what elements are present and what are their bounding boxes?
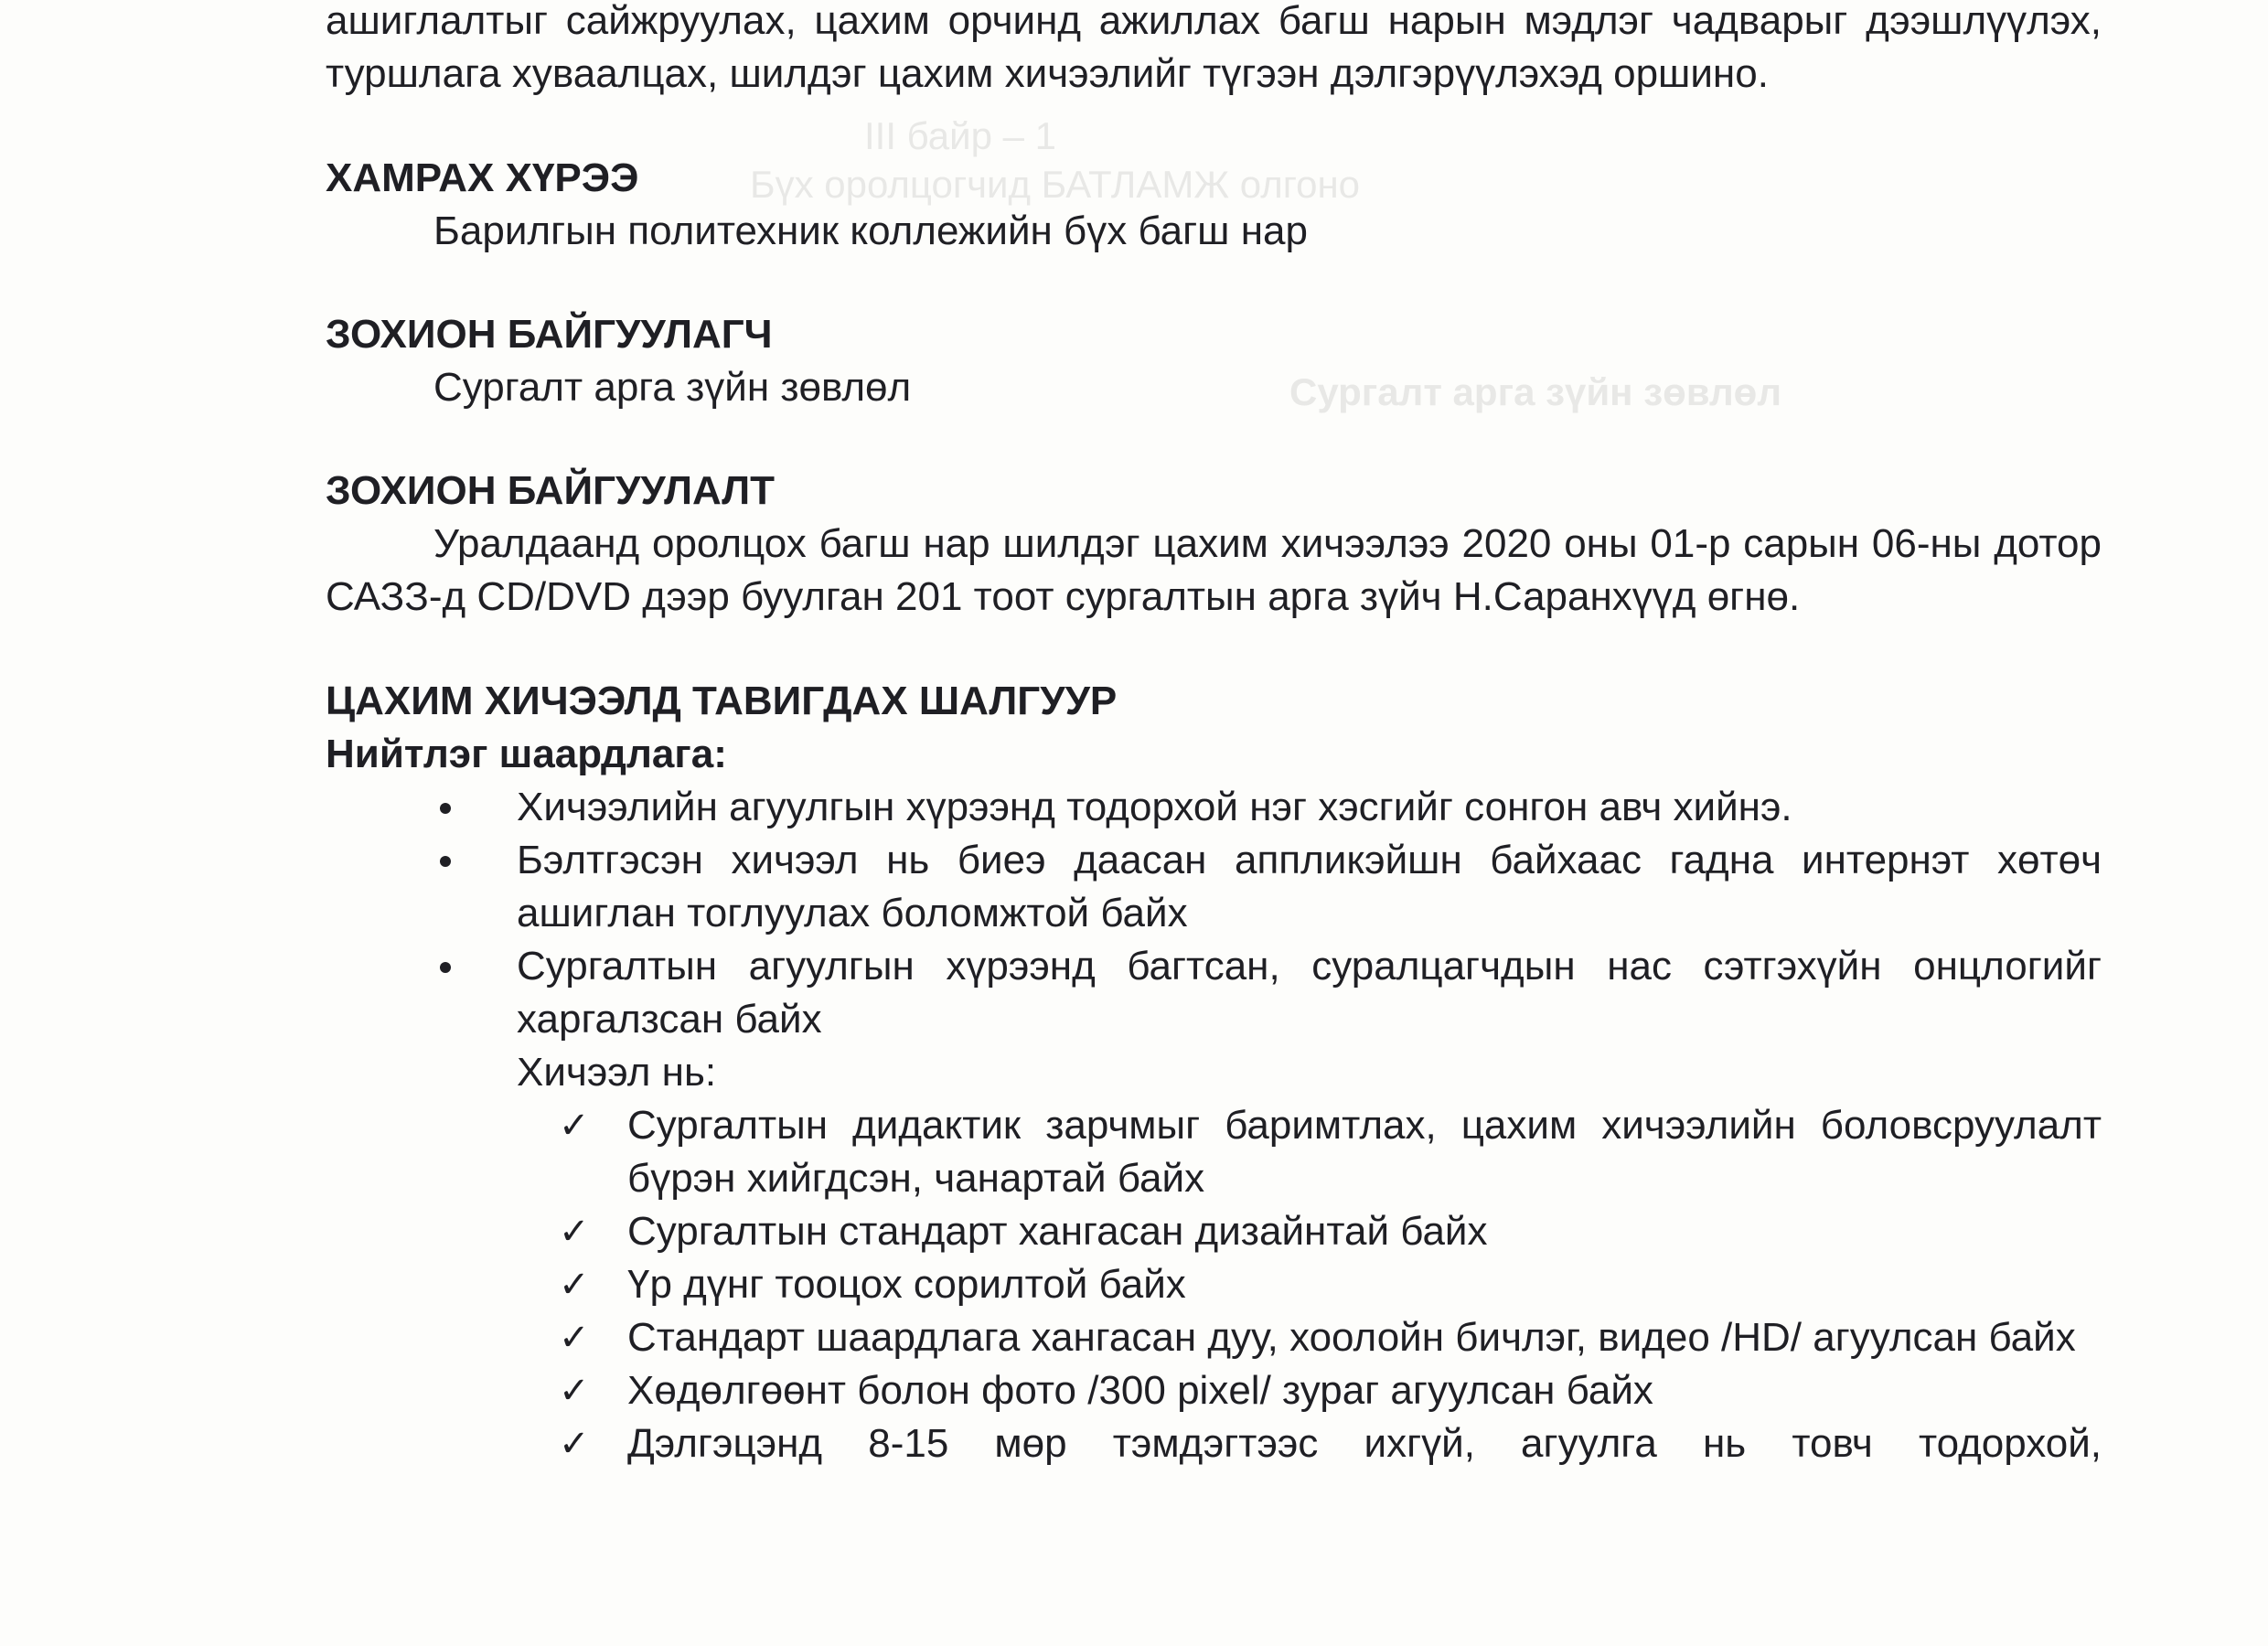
checkmark-icon: ✓ xyxy=(559,1105,590,1147)
checklist-item: ✓ Дэлгэцэнд 8-15 мөр тэмдэгтээс ихгүй, агуулга нь товч тодорхой, xyxy=(326,1417,2102,1470)
list-item: Хичээлийн агуулгын хүрээнд тодорхой нэг хэсгийг сонгон авч хийнэ. xyxy=(326,781,2102,834)
checkmark-icon: ✓ xyxy=(559,1317,590,1359)
criteria-heading: ЦАХИМ ХИЧЭЭЛД ТАВИГДАХ ШАЛГУУР xyxy=(326,679,1118,723)
lesson-intro: Хичээл нь: xyxy=(517,1050,717,1095)
organizer-heading: ЗОХИОН БАЙГУУЛАГЧ xyxy=(326,312,773,357)
checkmark-icon: ✓ xyxy=(559,1264,590,1306)
requirements-list xyxy=(326,781,2102,1046)
checkmark-icon: ✓ xyxy=(559,1211,590,1253)
lesson-checklist xyxy=(326,1099,2102,1470)
checkmark-icon: ✓ xyxy=(559,1370,590,1412)
organizer-text: Сургалт арга зүйн зөвлөл xyxy=(433,365,912,410)
checklist-item: ✓ Хөдөлгөөнт болон фото /300 pixel/ зураг агуулсан байх xyxy=(326,1364,2102,1417)
document-body xyxy=(326,0,2102,1470)
general-requirements-subheading: Нийтлэг шаардлага: xyxy=(326,732,727,776)
checklist-item: ✓ Сургалтын стандарт хангасан дизайнтай байх xyxy=(326,1205,2102,1258)
checklist-item: ✓ Үр дүнг тооцох сорилтой байх xyxy=(326,1258,2102,1311)
checklist-item: ✓ Стандарт шаардлага хангасан дуу, хоолойн бичлэг, видео /HD/ агуулсан байх xyxy=(326,1311,2102,1364)
checklist-item: ✓ Сургалтын дидактик зарчмыг баримтлах, цахим хичээлийн боловсруулалт бүрэн хийгдсэн, чанартай байх xyxy=(326,1099,2102,1205)
organization-heading: ЗОХИОН БАЙГУУЛАЛТ xyxy=(326,468,776,513)
scope-text: Барилгын политехник коллежийн бүх багш нар xyxy=(433,208,1308,253)
intro-paragraph: ашиглалтыг сайжруулах, цахим орчинд ажиллах багш нарын мэдлэг чадварыг дээшлүүлэх, туршлага хуваалцах, шилдэг цахим хичээлийг түгээн дэлгэрүүлэхэд оршино. xyxy=(326,0,2102,96)
organization-text: Уралдаанд оролцох багш нар шилдэг цахим хичээлээ 2020 оны 01-р сарын 06-ны дотор САЗЗ-д CD/DVD дээр буулган 201 тоот сургалтын арга зүйч Н.Саранхүүд өгнө. xyxy=(326,521,2102,619)
checkmark-icon: ✓ xyxy=(559,1423,590,1465)
list-item: Сургалтын агуулгын хүрээнд багтсан, суралцагчдын нас сэтгэхүйн онцлогийг харгалзсан байх xyxy=(326,940,2102,1046)
scope-heading: ХАМРАХ ХҮРЭЭ xyxy=(326,155,639,200)
list-item: Бэлтгэсэн хичээл нь биеэ даасан аппликэйшн байхаас гадна интернэт хөтөч ашиглан тоглуулах боломжтой байх xyxy=(326,834,2102,940)
bullet-icon xyxy=(440,803,451,814)
bullet-icon xyxy=(440,962,451,973)
bleed-through-text: Сургалт арга зүйн зөвлөл xyxy=(1289,370,1782,413)
bleed-through-text: Бүх оролцогчид БАТЛАМЖ олгоно xyxy=(750,163,1361,206)
bullet-icon xyxy=(440,856,451,867)
bleed-through-text: III байр – 1 xyxy=(864,114,1056,157)
